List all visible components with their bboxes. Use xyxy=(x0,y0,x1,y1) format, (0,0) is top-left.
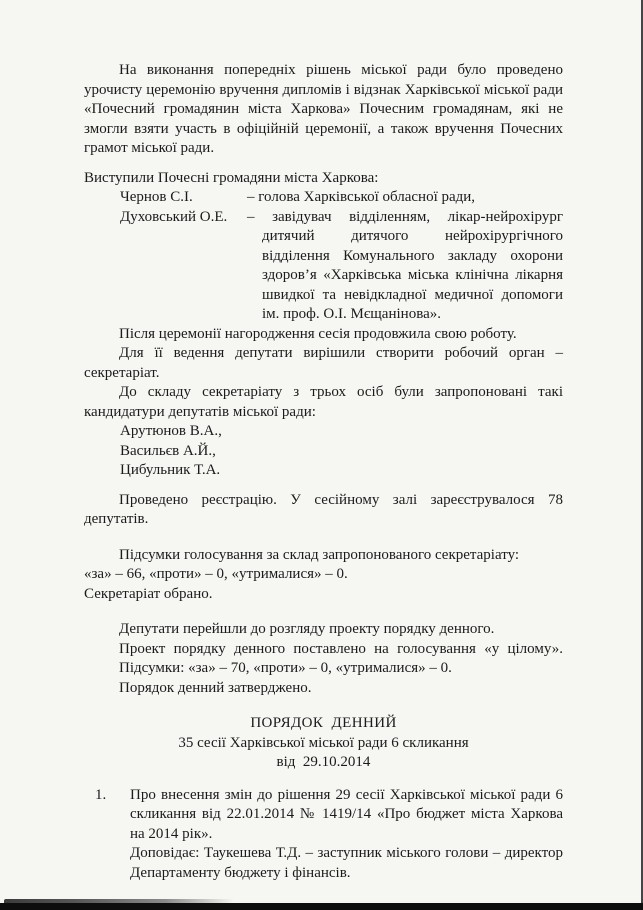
speaker-role: – голова Харківської обласної ради, xyxy=(247,189,476,205)
agenda-date: від 29.10.2014 xyxy=(276,754,371,770)
speaker-row xyxy=(120,208,563,325)
candidate-name: Васильєв А.Й., xyxy=(120,442,216,459)
agenda-adoption-line: Порядок денний затверджено. xyxy=(119,679,312,696)
intro-paragraph: На виконання попередніх рішень міської ради було проведено урочисту церемонію вручення дипломів і відзнак Харківської міської ради «Почесний громадянин міста Харкова» Почесним громадянам, які не змогли взяти участь в офіційній церемонії, а також вручення Почесних грамот міської ради. xyxy=(84,62,563,156)
speaker-role: – завідувач відділенням, лікар-нейрохірург дитячий дитячого нейрохірургічного відділення Комунального закладу охорони здоров’я «Харківська міська клінічна лікарня швидкої та невідкладної медичної допомоги ім. проф. О.І. Мєщанінова». xyxy=(247,208,563,322)
agenda-adoption-line: Підсумки: «за» – 70, «проти» – 0, «утрималися» – 0. xyxy=(119,660,452,676)
secretariat-vote-block xyxy=(84,546,563,605)
session-paragraph: Для її ведення депутати вирішили створити робочий орган – секретаріат. xyxy=(84,345,563,381)
agenda-item-body xyxy=(130,786,563,884)
speaker-name: Духовський О.Е. xyxy=(120,208,228,225)
speaker-row xyxy=(120,188,563,208)
agenda-subtitle: 35 сесії Харківської міської ради 6 скликання xyxy=(178,734,469,751)
session-paragraph: Після церемонії нагородження сесія продовжила свою роботу. xyxy=(119,325,517,342)
agenda-items-list xyxy=(84,786,563,884)
agenda-adoption-block xyxy=(84,620,563,698)
candidate-name: Цибульник Т.А. xyxy=(120,462,221,478)
candidate-name: Арутюнов В.А., xyxy=(120,423,222,439)
scan-artifact-bottom-bar xyxy=(0,903,643,910)
vote-intro-line: Підсумки голосування за склад запропонованого секретаріату: xyxy=(119,546,520,563)
speakers-heading: Виступили Почесні громадяни міста Харкова: xyxy=(84,169,379,186)
agenda-heading xyxy=(84,714,563,773)
registration-paragraph: Проведено реєстрацію. У сесійному залі зареєструвалося 78 депутатів. xyxy=(84,491,563,527)
vote-outcome-line: Секретаріат обрано. xyxy=(84,585,213,602)
agenda-title: ПОРЯДОК ДЕННИЙ xyxy=(250,715,397,731)
agenda-item-text: Про внесення змін до рішення 29 сесії Харківської міської ради 6 скликання від 22.01.2014 № 1419/14 «Про бюджет міста Харкова на 2014 рік». xyxy=(130,786,563,842)
session-paragraph: До складу секретаріату з трьох осіб були запропоновані такі кандидатури депутатів міської ради: xyxy=(84,384,563,420)
agenda-adoption-line: Депутати перейшли до розгляду проекту порядку денного. xyxy=(119,621,495,637)
document-text-block xyxy=(84,61,563,883)
agenda-item xyxy=(95,786,563,884)
agenda-adoption-line: Проект порядку денного поставлено на голосування «у цілому». xyxy=(119,640,563,657)
agenda-item-reporter: Доповідає: Таукешева Т.Д. – заступник міського голови – директор Департаменту бюджету і фінансів. xyxy=(130,845,563,881)
vote-results-line: «за» – 66, «проти» – 0, «утрималися» – 0. xyxy=(84,566,348,582)
agenda-item-number: 1. xyxy=(95,786,107,803)
speaker-name: Чернов С.І. xyxy=(120,189,193,205)
